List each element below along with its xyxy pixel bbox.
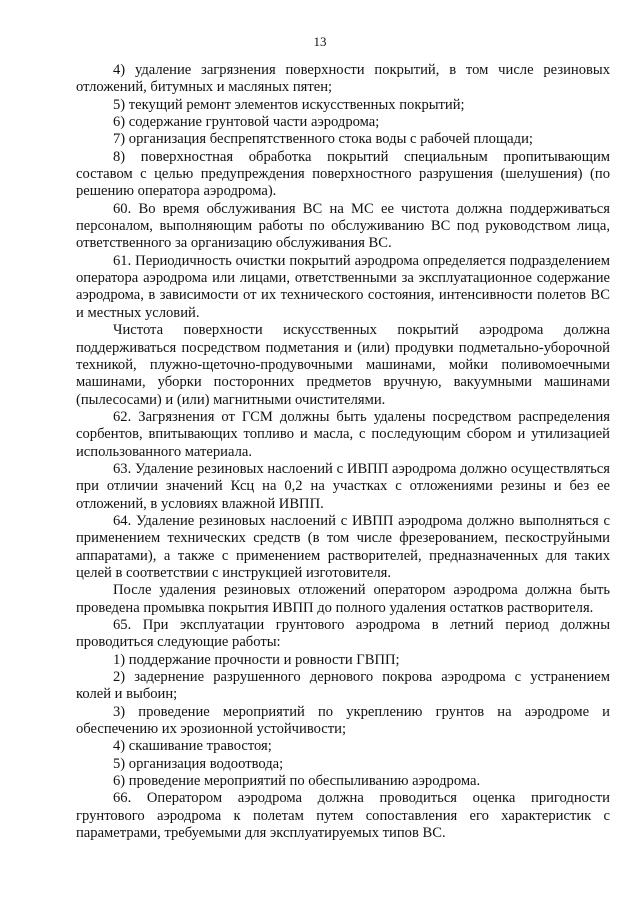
paragraph-65: 65. При эксплуатации грунтового аэродрома в летний период должны проводиться следующие работы: [76, 617, 610, 651]
paragraph-65-item-2: 2) задернение разрушенного дернового покрова аэродрома с устранением колей и выбоин; [76, 669, 610, 703]
paragraph-60: 60. Во время обслуживания ВС на МС ее чистота должна поддерживаться персоналом, выполняющим работы по обслуживанию ВС под руководством лица, ответственного за организацию обслуживания ВС. [76, 200, 610, 252]
paragraph-65-item-4: 4) скашивание травостоя; [113, 738, 272, 755]
paragraph-item-4-surface-cleaning: 4) удаление загрязнения поверхности покрытий, в том числе резиновых отложений, битумных и масляных пятен; [76, 62, 610, 96]
paragraph-item-5-repair: 5) текущий ремонт элементов искусственных покрытий; [113, 96, 465, 113]
paragraph-62: 62. Загрязнения от ГСМ должны быть удалены посредством распределения сорбентов, впитывающих топливо и масла, с последующим сбором и утилизацией использованного материала. [76, 408, 610, 460]
paragraph-64: 64. Удаление резиновых наслоений с ИВПП аэродрома должно выполняться с применением технических средств (в том числе фрезерованием, пескоструйными аппаратами), а также с применением растворителей, предназначенных для таких целей в соответствии с инструкцией изготовителя. [76, 512, 610, 581]
paragraph-65-item-5: 5) организация водоотвода; [113, 755, 284, 772]
paragraph-63: 63. Удаление резиновых наслоений с ИВПП аэродрома должно осуществляться при отличии значений Ксц на 0,2 на участках с отложениями резины и без ее отложений, в условиях влажной ИВПП. [76, 460, 610, 512]
paragraph-item-8-surface-treatment: 8) поверхностная обработка покрытий специальным пропитывающим составом с целью предупреждения поверхностного разрушения (шелушения) (по решению оператора аэродрома). [76, 148, 610, 200]
paragraph-65-item-1: 1) поддержание прочности и ровности ГВПП; [113, 651, 400, 668]
page-number: 13 [313, 34, 327, 49]
paragraph-66: 66. Оператором аэродрома должна проводиться оценка пригодности грунтового аэродрома к полетам путем сопоставления его характеристик с параметрами, требуемыми для эксплуатируемых типов ВС. [76, 790, 610, 842]
paragraph-item-6-ground-part: 6) содержание грунтовой части аэродрома; [113, 114, 380, 131]
paragraph-61: 61. Периодичность очистки покрытий аэродрома определяется подразделением оператора аэродрома или лицами, ответственными за эксплуатационное содержание аэродрома, в зависимости от их технического состояния, интенсивности полетов ВС и местных условий. [76, 252, 610, 321]
paragraph-65-item-6: 6) проведение мероприятий по обеспыливанию аэродрома. [113, 773, 481, 790]
paragraph-item-7-drainage: 7) организация беспрепятственного стока воды с рабочей площади; [113, 131, 533, 148]
paragraph-after-removal: После удаления резиновых отложений оператором аэродрома должна быть проведена промывка покрытия ИВПП до полного удаления остатков растворителя. [76, 582, 610, 616]
paragraph-65-item-3: 3) проведение мероприятий по укреплению грунтов на аэродроме и обеспечению их эрозионной устойчивости; [76, 703, 610, 738]
paragraph-cleanliness: Чистота поверхности искусственных покрытий аэродрома должна поддерживаться посредством подметания и (или) продувки подметально-уборочной техникой, плужно-щеточно-продувочными машинами, мойки поливомоечными машинами, уборки посторонних предметов вручную, вакуумными машинами (пылесосами) и (или) магнитными очистителями. [76, 322, 610, 408]
document-body [76, 62, 610, 842]
